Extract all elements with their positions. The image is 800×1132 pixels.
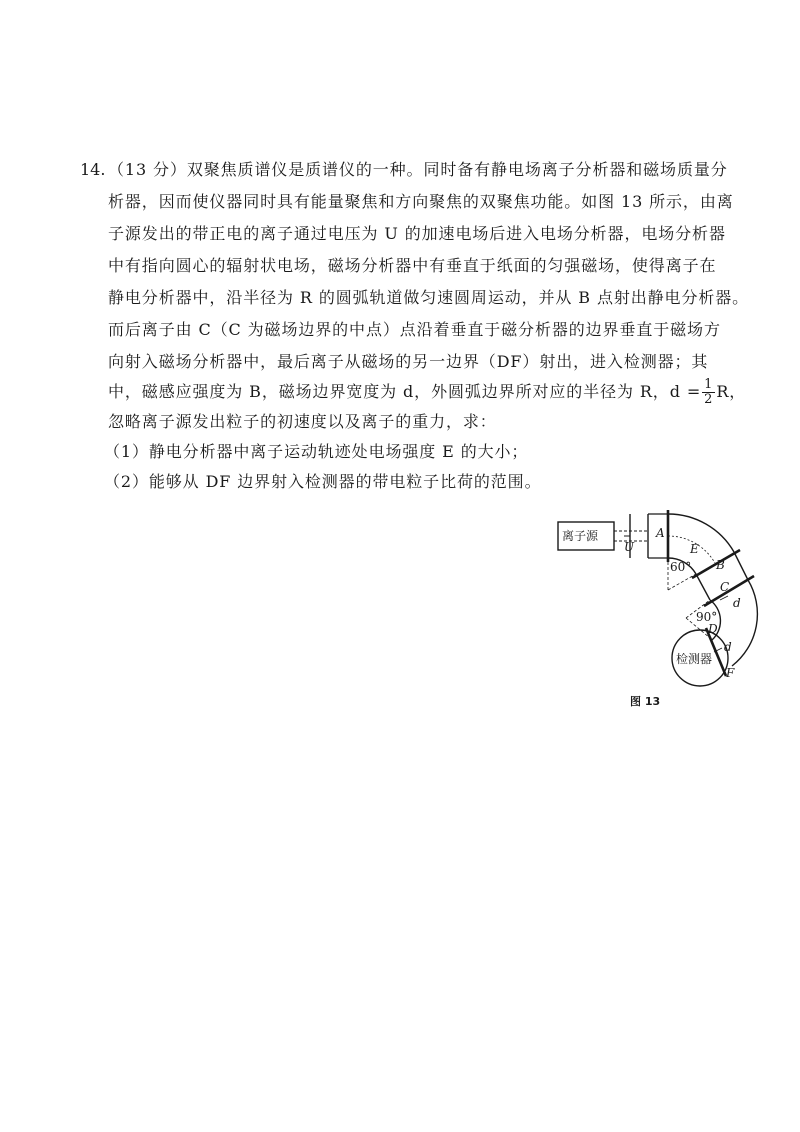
question-line-6: 而后离子由 C（C 为磁场边界的中点）点沿着垂直于磁分析器的边界垂直于磁场方 — [108, 320, 721, 339]
magnet-outer-arc — [732, 580, 757, 666]
point-c-label: C — [720, 580, 730, 594]
point-f-label: F — [726, 666, 735, 680]
point-b-label: B — [716, 558, 725, 572]
question-line-ignore: 忽略离子源发出粒子的初速度以及离子的重力，求： — [108, 412, 497, 431]
channel-inner — [696, 574, 710, 600]
point-e-label: E — [690, 542, 699, 556]
voltage-label: U — [624, 540, 635, 554]
formula-suffix: R， — [716, 382, 747, 401]
question-line-1: （13 分）双聚焦质谱仪是质谱仪的一种。同时备有静电场离子分析器和磁场质量分 — [108, 160, 728, 179]
width-d-label-2: d — [724, 640, 732, 654]
angle-90-label: 90° — [696, 610, 718, 624]
question-line-5: 静电分析器中，沿半径为 R 的圆弧轨道做匀速圆周运动，并从 B 点射出静电分析器。 — [108, 288, 750, 307]
question-number: 14. — [80, 160, 106, 179]
analyzer-outer-arc — [668, 514, 734, 552]
question-part-2: （2）能够从 DF 边界射入检测器的带电粒子比荷的范围。 — [104, 472, 542, 491]
width-d-label-1: d — [733, 596, 741, 610]
question-line-7: 向射入磁场分析器中，最后离子从磁场的另一边界（DF）射出，进入检测器；其 — [108, 352, 709, 371]
figure-caption: 图 13 — [630, 695, 661, 708]
ion-source-label: 离子源 — [562, 529, 599, 543]
radius-diagonal — [668, 574, 696, 590]
question-part-1: （1）静电分析器中离子运动轨迹处电场强度 E 的大小； — [104, 442, 529, 461]
fraction-one-half — [702, 378, 715, 407]
fraction-numerator: 1 — [704, 376, 714, 392]
channel-outer — [734, 552, 748, 580]
question-line-3: 子源发出的带正电的离子通过电压为 U 的加速电场后进入电场分析器，电场分析器 — [108, 224, 726, 243]
figure-13 — [550, 500, 750, 720]
formula-prefix: 中，磁感应强度为 B，磁场边界宽度为 d，外圆弧边界所对应的半径为 R，d = — [108, 382, 702, 401]
point-d-label: D — [708, 622, 718, 636]
question-formula-line — [108, 374, 746, 410]
question-line-2: 析器，因而使仪器同时具有能量聚焦和方向聚焦的双聚焦功能。如图 13 所示，由离 — [108, 192, 734, 211]
angle-60-label: 60° — [670, 560, 692, 574]
question-line-4: 中有指向圆心的辐射状电场，磁场分析器中有垂直于纸面的匀强磁场，使得离子在 — [108, 256, 717, 275]
point-a-label: A — [656, 526, 665, 540]
fraction-denominator: 2 — [704, 391, 714, 407]
detector-label: 检测器 — [676, 652, 713, 666]
